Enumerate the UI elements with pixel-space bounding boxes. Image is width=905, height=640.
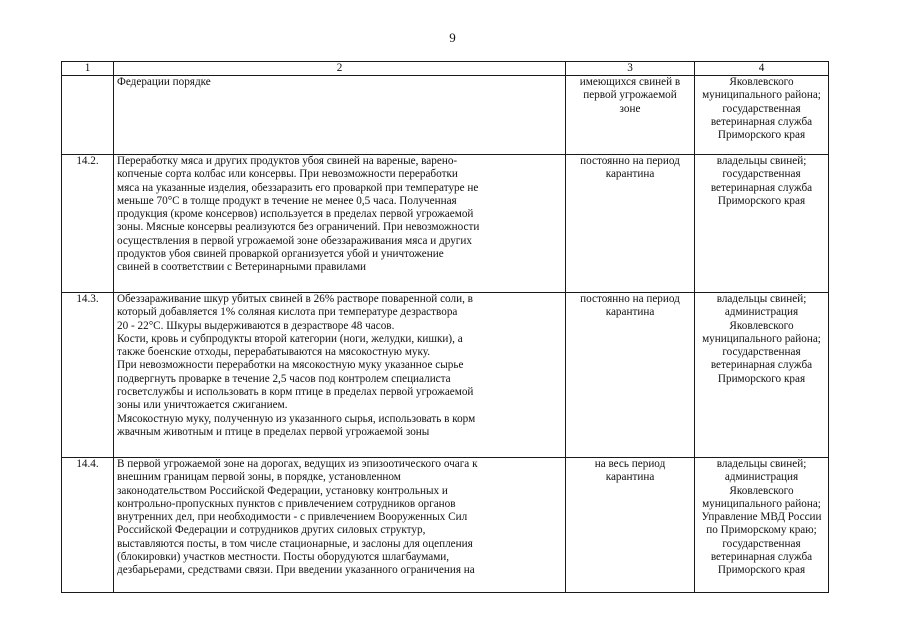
item-number: 14.3. [62, 293, 114, 458]
measure-description [114, 155, 566, 293]
measure-term [566, 155, 695, 293]
table-row [62, 155, 829, 293]
measure-term-text: на весь период карантина [594, 458, 666, 484]
measure-term-text: имеющихся свиней в первой угрожаемой зоне [579, 76, 681, 115]
measure-paragraph: Переработку мяса и других продуктов убоя свиней на вареные, варено- копченые сорта колбас или консервы. При невозможности переработки мяса на указанные изделия, обеззаразить его проваркой при температуре не меньше 70°С в толще продукт в течение не менее 0,5 часа. Полученная продукция (кроме консервов) используется в пределах первой угрожаемой зоны. Мясные консервы реализуются без ограничений. При невозможности осуществления в первой угрожаемой зоне обеззараживания мяса и других продуктов убоя свиней проваркой организуется убой и уничтожение свиней в соответствии с Ветеринарными правилами [117, 155, 480, 274]
table-row [62, 76, 829, 155]
header-cell-1: 1 [62, 62, 114, 76]
header-cell-2: 2 [114, 62, 566, 76]
measure-responsible-text: владельцы свиней; государственная ветеринарная служба Приморского края [710, 155, 813, 207]
measure-paragraph: Кости, кровь и субпродукты второй категории (ноги, желудки, кишки), а также боенские отходы, перерабатываются на мясокостную муку. [117, 332, 463, 359]
measure-responsible-text: владельцы свиней; администрация Яковлевского муниципального района; государственная ветеринарная служба Приморского края [702, 293, 821, 385]
page-number: 9 [449, 30, 456, 45]
table-row [62, 458, 829, 593]
measure-responsible [695, 458, 829, 593]
measure-responsible [695, 155, 829, 293]
table-row [62, 293, 829, 458]
table-header-row [62, 62, 829, 76]
header-cell-4: 4 [695, 62, 829, 76]
item-number [62, 76, 114, 155]
measure-responsible-text: Яковлевского муниципального района; государственная ветеринарная служба Приморского края [702, 76, 821, 142]
measure-responsible [695, 76, 829, 155]
measure-term [566, 458, 695, 593]
measure-description [114, 293, 566, 458]
measure-paragraph: Федерации порядке [117, 76, 211, 88]
item-number: 14.4. [62, 458, 114, 593]
measure-responsible-text: владельцы свиней; администрация Яковлевского муниципального района; Управление МВД России по Приморскому краю; государственная ветеринарная служба Приморского края [701, 458, 822, 577]
measure-term [566, 76, 695, 155]
measure-description [114, 458, 566, 593]
header-cell-3: 3 [566, 62, 695, 76]
measure-paragraph: При невозможности переработки на мясокостную муку указанное сырье подвергнуть проварке в течение 2,5 часов под контролем специалиста госветслужбы и использовать в корм птице в пределах первой угрожаемой зоны или уничтожается сжиганием. [117, 359, 474, 412]
measure-paragraph: Обеззараживание шкур убитых свиней в 26% растворе поваренной соли, в который добавляется 1% соляная кислота при температуре дезраствора 20 - 22°С. Шкуры выдерживаются в дезрастворе 48 часов. [117, 293, 473, 332]
measure-paragraph: Мясокостную муку, полученную из указанного сырья, использовать в корм жвачным животным и птице в пределах первой угрожаемой зоны [117, 412, 476, 438]
measure-description [114, 76, 566, 155]
measure-term [566, 293, 695, 458]
measure-paragraph: В первой угрожаемой зоне на дорогах, ведущих из эпизоотического очага к внешним границам первой зоны, в порядке, установленном законодательством Российской Федерации, установку контрольных и контрольно-пропускных пунктов с привлечением сотрудников органов внутренних дел, при необходимости - с привлечением Вооруженных Сил Российской Федерации и сотрудников других силовых структур, выставляются посты, в том числе стационарные, и заслоны для оцепления (блокировки) участков местности. Посты оборудуются шлагбаумами, дезбарьерами, средствами связи. При введении указанного ограничения на [117, 458, 478, 577]
measures-table [61, 61, 829, 593]
item-number: 14.2. [62, 155, 114, 293]
measure-term-text: постоянно на период карантина [580, 155, 680, 181]
measure-term-text: постоянно на период карантина [580, 293, 680, 319]
measure-responsible [695, 293, 829, 458]
